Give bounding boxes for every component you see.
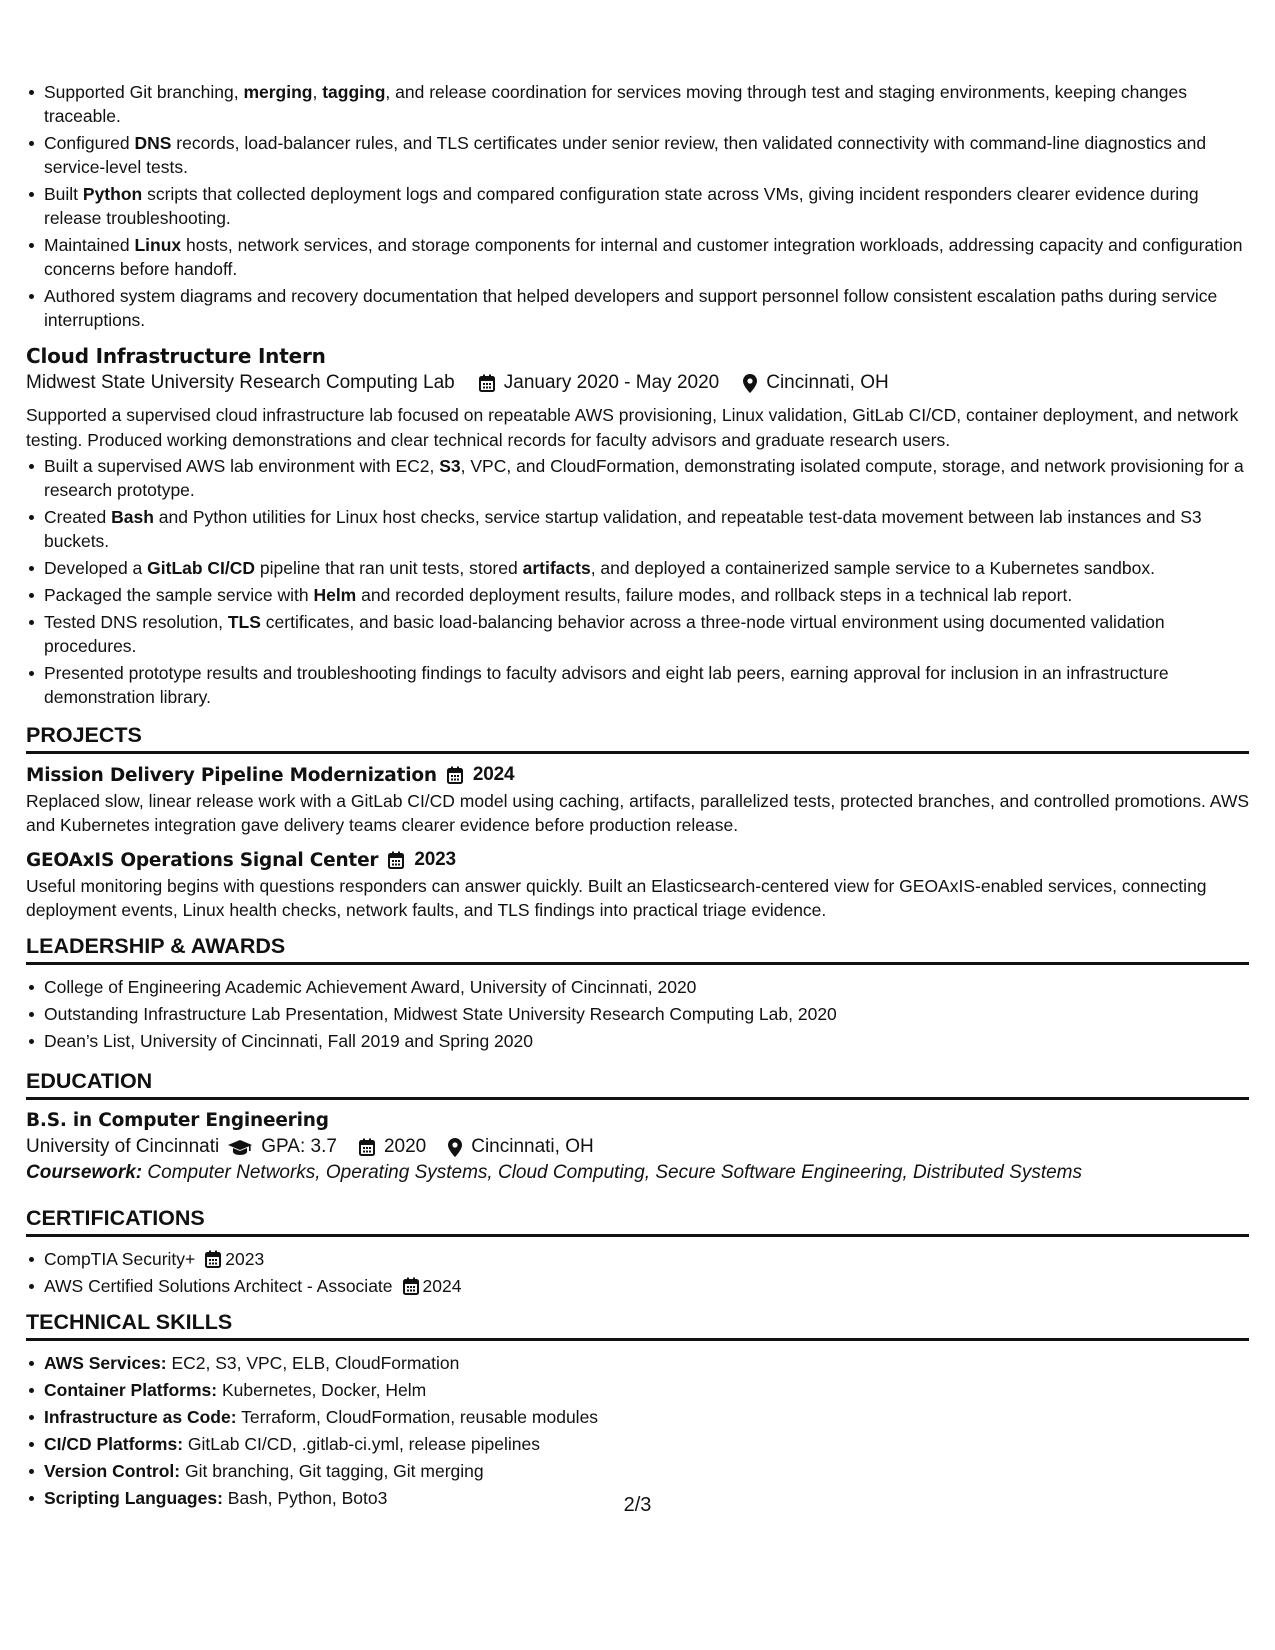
bullet-item <box>26 505 1249 553</box>
project-title-row <box>26 849 1249 871</box>
certification-name: AWS Certified Solutions Architect - Associate <box>44 1276 393 1296</box>
bullet-keyword: merging <box>243 82 313 102</box>
skill-item <box>26 1378 1249 1402</box>
bullet-keyword: artifacts <box>522 558 591 578</box>
projects-heading: PROJECTS <box>26 723 1249 754</box>
project-title: GEOAxIS Operations Signal Center <box>26 849 379 871</box>
calendar-icon <box>403 1277 419 1295</box>
bullet-item <box>26 80 1249 128</box>
prior-role-bullets <box>26 80 1249 332</box>
bullet-keyword: TLS <box>227 612 261 632</box>
certification-year: 2024 <box>422 1276 462 1296</box>
bullet-keyword: Linux <box>134 235 182 255</box>
bullet-item <box>26 182 1249 230</box>
certification-name: CompTIA Security+ <box>44 1249 196 1269</box>
skill-category: CI/CD Platforms: <box>44 1434 184 1454</box>
calendar-icon <box>388 851 404 869</box>
certification-item <box>26 1274 1249 1298</box>
role-summary: Supported a supervised cloud infrastructure lab focused on repeatable AWS provisioning, Linux validation, GitLab CI/CD, container deployment, and network testing. Produced working demonstrations and clear technical records for faculty advisors and graduate research users. <box>26 405 1239 450</box>
awards-list <box>26 975 1249 1053</box>
project-description: Useful monitoring begins with questions responders can answer quickly. Built an Elasticsearch-centered view for GEOAxIS-enabled services, connecting deployment events, Linux health checks, network faults, and TLS findings into practical triage evidence. <box>26 876 1207 920</box>
school-name: University of Cincinnati <box>26 1136 220 1157</box>
skill-values: Git branching, Git tagging, Git merging <box>185 1461 484 1481</box>
certifications-list <box>26 1247 1249 1298</box>
bullet-keyword: Bash <box>111 507 154 527</box>
role-dates: January 2020 - May 2020 <box>503 372 720 393</box>
bullet-text: certificates, and basic load-balancing behavior across a three-node virtual environment using documented validation procedures. <box>44 612 1165 656</box>
certification-item <box>26 1247 1249 1271</box>
skill-category: Container Platforms: <box>44 1380 218 1400</box>
bullet-item <box>26 233 1249 281</box>
bullet-text: and recorded deployment results, failure modes, and rollback steps in a technical lab report. <box>356 585 1073 605</box>
award-item: College of Engineering Academic Achievement Award, University of Cincinnati, 2020 <box>26 975 1249 999</box>
graduation-cap-icon <box>228 1139 252 1156</box>
project-year: 2024 <box>472 764 515 785</box>
school-location: Cincinnati, OH <box>471 1136 594 1157</box>
map-pin-icon <box>448 1138 462 1157</box>
skill-values: Terraform, CloudFormation, reusable modules <box>241 1407 599 1427</box>
bullet-text: Developed a <box>44 558 148 578</box>
bullet-item <box>26 131 1249 179</box>
bullet-text: Packaged the sample service with <box>44 585 314 605</box>
bullet-text: hosts, network services, and storage components for internal and customer integration workloads, addressing capacity and configuration concerns before handoff. <box>44 235 1243 279</box>
bullet-keyword: GitLab CI/CD <box>147 558 256 578</box>
role-title: Cloud Infrastructure Intern <box>26 344 326 368</box>
bullet-text: , VPC, and CloudFormation, demonstrating isolated compute, storage, and network provisioning for a research prototype. <box>44 456 1244 500</box>
certifications-heading: CERTIFICATIONS <box>26 1206 1249 1237</box>
bullet-text: Built a supervised AWS lab environment with EC2, <box>44 456 440 476</box>
role-location: Cincinnati, OH <box>766 372 889 393</box>
skill-item <box>26 1351 1249 1375</box>
skill-values: Bash, Python, Boto3 <box>227 1488 388 1508</box>
bullet-item <box>26 454 1249 502</box>
project-title: Mission Delivery Pipeline Modernization <box>26 764 437 786</box>
intern-role-bullets <box>26 454 1249 709</box>
skill-category: Scripting Languages: <box>44 1488 223 1508</box>
skill-category: AWS Services: <box>44 1353 167 1373</box>
bullet-text: , and release coordination for services moving through test and staging environments, keeping changes traceable. <box>44 82 1187 126</box>
award-item: Dean’s List, University of Cincinnati, Fall 2019 and Spring 2020 <box>26 1029 1249 1053</box>
calendar-icon <box>479 374 495 392</box>
projects-list <box>26 764 1249 922</box>
bullet-text: Configured <box>44 133 135 153</box>
calendar-icon <box>205 1250 221 1268</box>
education-heading: EDUCATION <box>26 1069 1249 1100</box>
bullet-item <box>26 610 1249 658</box>
bullet-text: , <box>312 82 323 102</box>
skill-item <box>26 1459 1249 1483</box>
skill-category: Infrastructure as Code: <box>44 1407 237 1427</box>
skill-values: GitLab CI/CD, .gitlab-ci.yml, release pipelines <box>187 1434 541 1454</box>
bullet-text: Created <box>44 507 112 527</box>
bullet-text: , and deployed a containerized sample service to a Kubernetes sandbox. <box>590 558 1155 578</box>
gpa: GPA: 3.7 <box>261 1136 337 1157</box>
awards-heading: LEADERSHIP & AWARDS <box>26 934 1249 965</box>
bullet-keyword: Python <box>82 184 143 204</box>
bullet-text: pipeline that ran unit tests, stored <box>255 558 523 578</box>
bullet-keyword: tagging <box>322 82 386 102</box>
coursework-list: Computer Networks, Operating Systems, Cloud Computing, Secure Software Engineering, Distributed Systems <box>147 1162 1082 1183</box>
coursework-label: Coursework: <box>26 1162 143 1183</box>
bullet-text: records, load-balancer rules, and TLS certificates under senior review, then validated connectivity with command-line diagnostics and service-level tests. <box>44 133 1207 177</box>
role-organization: Midwest State University Research Computing Lab <box>26 372 455 393</box>
bullet-item <box>26 284 1249 332</box>
skills-list <box>26 1351 1249 1510</box>
project-description: Replaced slow, linear release work with a GitLab CI/CD model using caching, artifacts, parallelized tests, protected branches, and controlled promotions. AWS and Kubernetes integration gave delivery teams clearer evidence before production release. <box>26 791 1250 835</box>
bullet-item <box>26 556 1249 580</box>
award-item: Outstanding Infrastructure Lab Presentation, Midwest State University Research Computing Lab, 2020 <box>26 1002 1249 1026</box>
skill-category: Version Control: <box>44 1461 181 1481</box>
bullet-text: Presented prototype results and troubleshooting findings to faculty advisors and eight lab peers, earning approval for inclusion in an infrastructure demonstration library. <box>44 663 1169 707</box>
bullet-text: and Python utilities for Linux host checks, service startup validation, and repeatable test-data movement between lab instances and S3 buckets. <box>44 507 1202 551</box>
degree-title: B.S. in Computer Engineering <box>26 1110 329 1131</box>
skill-item <box>26 1432 1249 1456</box>
project-title-row <box>26 764 1249 786</box>
skill-item <box>26 1405 1249 1429</box>
education-meta <box>26 1136 1249 1158</box>
bullet-text: Supported Git branching, <box>44 82 244 102</box>
bullet-keyword: Helm <box>313 585 357 605</box>
coursework <box>26 1162 1249 1184</box>
project-year: 2023 <box>414 849 456 870</box>
bullet-text: Built <box>44 184 83 204</box>
bullet-text: Tested DNS resolution, <box>44 612 228 632</box>
graduation-year: 2020 <box>383 1136 427 1157</box>
role-meta <box>26 372 1249 394</box>
calendar-icon <box>359 1138 375 1156</box>
bullet-item <box>26 583 1249 607</box>
bullet-keyword: DNS <box>134 133 172 153</box>
certification-year: 2023 <box>225 1249 265 1269</box>
skill-values: Kubernetes, Docker, Helm <box>221 1380 427 1400</box>
skill-values: EC2, S3, VPC, ELB, CloudFormation <box>171 1353 460 1373</box>
map-pin-icon <box>743 374 757 393</box>
resume-page <box>26 80 1249 1513</box>
page-number: 2/3 <box>623 1494 652 1516</box>
bullet-text: Authored system diagrams and recovery documentation that helped developers and support personnel follow consistent escalation paths during service interruptions. <box>44 286 1218 330</box>
skills-heading: TECHNICAL SKILLS <box>26 1310 1249 1341</box>
bullet-text: Maintained <box>44 235 135 255</box>
calendar-icon <box>447 766 463 784</box>
bullet-keyword: S3 <box>439 456 461 476</box>
bullet-text: scripts that collected deployment logs and compared configuration state across VMs, giving incident responders clearer evidence during release troubleshooting. <box>44 184 1199 228</box>
bullet-item <box>26 661 1249 709</box>
